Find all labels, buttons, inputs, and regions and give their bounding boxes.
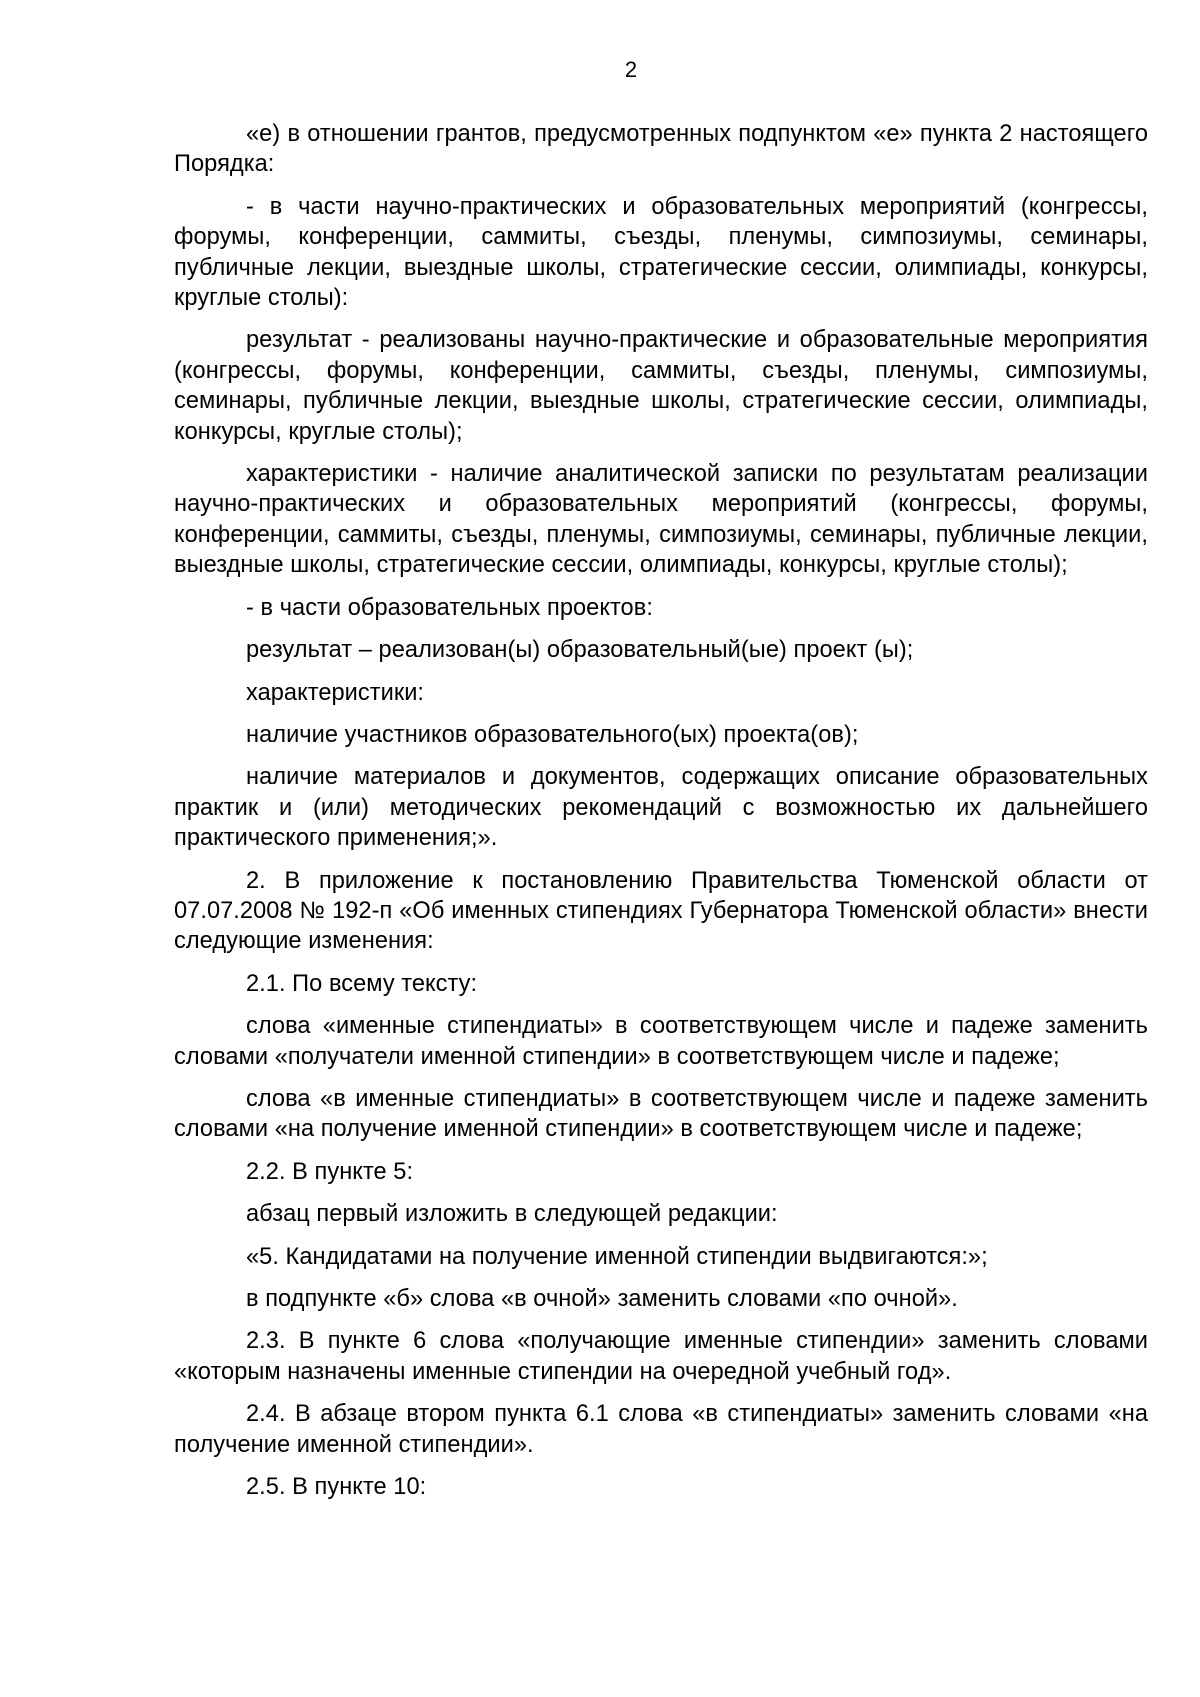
paragraph: наличие материалов и документов, содержащих описание образовательных практик и (или) методических рекомендаций с возможностью их дальнейшего практического применения;». — [174, 764, 1148, 852]
paragraph: - в части научно-практических и образовательных мероприятий (конгрессы, форумы, конференции, саммиты, съезды, пленумы, симпозиумы, семинары, публичные лекции, выездные школы, стратегические сессии, олимпиады, конкурсы, круглые столы): — [174, 193, 1148, 312]
paragraph: характеристики: — [246, 679, 425, 706]
paragraph: - в части образовательных проектов: — [246, 594, 653, 621]
paragraph: 2.3. В пункте 6 слова «получающие именные стипендии» заменить словами «которым назначены именные стипендии на очередной учебный год». — [174, 1328, 1148, 1385]
page-number: 2 — [624, 57, 638, 82]
paragraph: «5. Кандидатами на получение именной стипендии выдвигаются:»; — [246, 1243, 988, 1270]
paragraph: абзац первый изложить в следующей редакции: — [246, 1201, 778, 1228]
paragraph: «е) в отношении грантов, предусмотренных подпунктом «е» пункта 2 настоящего Порядка: — [174, 121, 1148, 178]
paragraph: результат - реализованы научно-практические и образовательные мероприятия (конгрессы, форумы, конференции, саммиты, съезды, пленумы, симпозиумы, семинары, публичные лекции, выездные школы, стратегические сессии, олимпиады, конкурсы, круглые столы); — [174, 327, 1148, 445]
paragraph: в подпункте «б» слова «в очной» заменить словами «по очной». — [246, 1286, 958, 1312]
paragraph: результат – реализован(ы) образовательный(ые) проект (ы); — [246, 637, 914, 664]
paragraph: характеристики - наличие аналитической записки по результатам реализации научно-практических и образовательных мероприятий (конгрессы, форумы, конференции, саммиты, съезды, пленумы, симпозиумы, семинары, публичные лекции, выездные школы, стратегические сессии, олимпиады, конкурсы, круглые столы); — [174, 461, 1148, 579]
paragraph: слова «в именные стипендиаты» в соответствующем числе и падеже заменить словами «на получение именной стипендии» в соответствующем числе и падеже; — [174, 1085, 1148, 1143]
paragraph: наличие участников образовательного(ых) проекта(ов); — [246, 721, 859, 748]
paragraph: 2.1. По всему тексту: — [246, 970, 478, 997]
paragraph: слова «именные стипендиаты» в соответствующем числе и падеже заменить словами «получатели именной стипендии» в соответствующем числе и падеже; — [174, 1013, 1148, 1070]
paragraph: 2.4. В абзаце втором пункта 6.1 слова «в стипендиаты» заменить словами «на получение именной стипендии». — [174, 1401, 1148, 1458]
paragraph: 2.5. В пункте 10: — [246, 1474, 427, 1501]
paragraph: 2.2. В пункте 5: — [246, 1158, 414, 1185]
paragraph: 2. В приложение к постановлению Правительства Тюменской области от 07.07.2008 № 192-п «Об именных стипендиях Губернатора Тюменской области» внести следующие изменения: — [174, 867, 1148, 955]
